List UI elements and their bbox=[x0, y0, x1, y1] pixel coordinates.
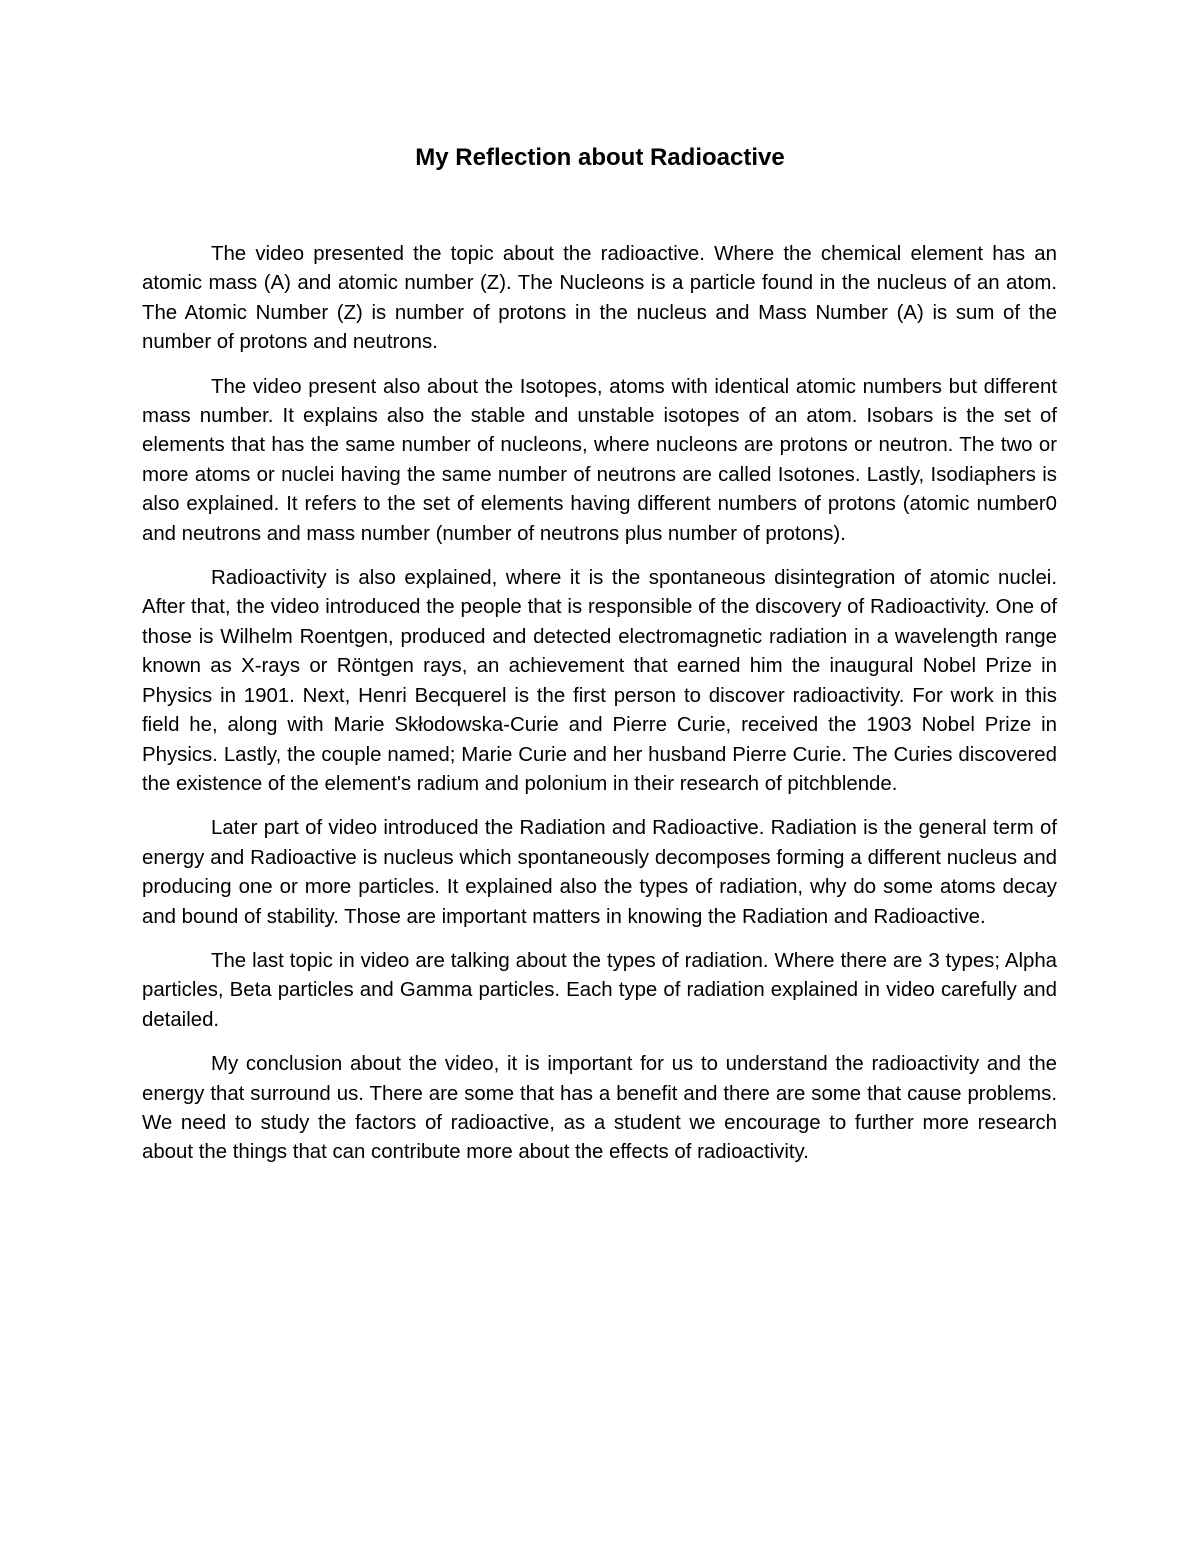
paragraph-4: Later part of video introduced the Radiation and Radioactive. Radiation is the general term of energy and Radioactive is nucleus which spontaneously decomposes forming a different nucleus and producing one or more particles. It explained also the types of radiation, why do some atoms decay and bound of stability. Those are important matters in knowing the Radiation and Radioactive. bbox=[142, 817, 1057, 928]
paragraph-6: My conclusion about the video, it is important for us to understand the radioactivity and the energy that surround us. There are some that has a benefit and there are some that cause problems. We need to study the factors of radioactive, as a student we encourage to further more research about the things that can contribute more about the effects of radioactivity. bbox=[142, 1053, 1057, 1164]
document-title: My Reflection about Radioactive bbox=[415, 144, 785, 171]
paragraph-5: The last topic in video are talking about the types of radiation. Where there are 3 types; Alpha particles, Beta particles and Gamma particles. Each type of radiation explained in video carefully and detailed. bbox=[142, 949, 1057, 1031]
paragraph-1: The video presented the topic about the radioactive. Where the chemical element has an atomic mass (A) and atomic number (Z). The Nucleons is a particle found in the nucleus of an atom. The Atomic Number (Z) is number of protons in the nucleus and Mass Number (A) is sum of the number of protons and neutrons. bbox=[142, 243, 1057, 354]
paragraph-2: The video present also about the Isotopes, atoms with identical atomic numbers but different mass number. It explains also the stable and unstable isotopes of an atom. Isobars is the set of elements that has the same number of nucleons, where nucleons are protons or neutron. The two or more atoms or nuclei having the same number of neutrons are called Isotones. Lastly, Isodiaphers is also explained. It refers to the set of elements having different numbers of protons (atomic number0 and neutrons and mass number (number of neutrons plus number of protons). bbox=[142, 375, 1057, 545]
paragraph-3: Radioactivity is also explained, where it is the spontaneous disintegration of atomic nuclei. After that, the video introduced the people that is responsible of the discovery of Radioactivity. One of those is Wilhelm Roentgen, produced and detected electromagnetic radiation in a wavelength range known as X-rays or Röntgen rays, an achievement that earned him the inaugural Nobel Prize in Physics in 1901. Next, Henri Becquerel is the first person to discover radioactivity. For work in this field he, along with Marie Skłodowska-Curie and Pierre Curie, received the 1903 Nobel Prize in Physics. Lastly, the couple named; Marie Curie and her husband Pierre Curie. The Curies discovered the existence of the element's radium and polonium in their research of pitchblende. bbox=[142, 567, 1057, 795]
document-body bbox=[142, 240, 1057, 1183]
